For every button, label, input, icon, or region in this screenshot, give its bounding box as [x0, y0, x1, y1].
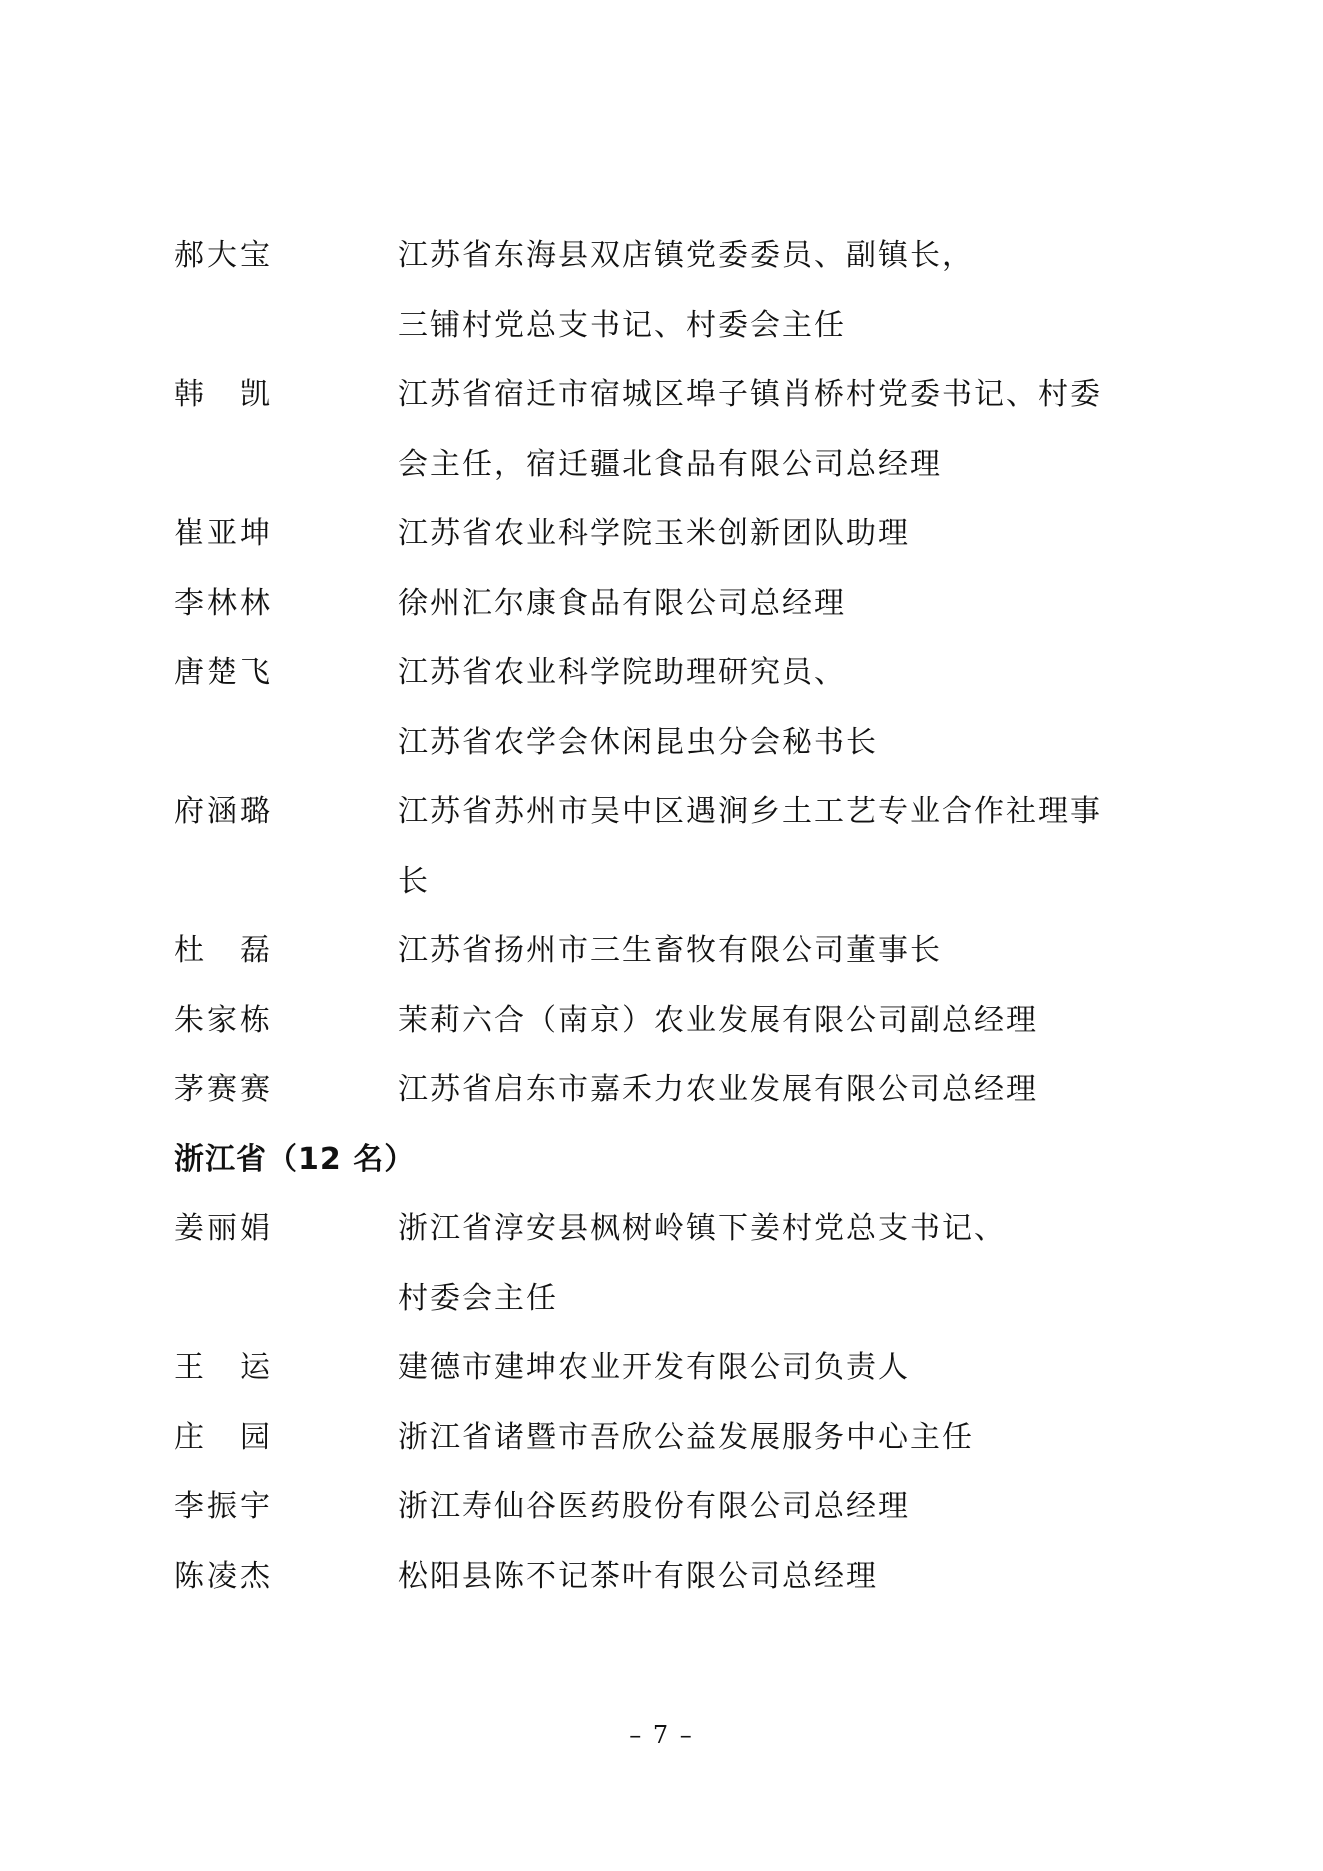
person-name-char: 韩 [174, 377, 204, 412]
page-number: – 7 – [629, 1721, 694, 1749]
position-description: 江苏省农业科学院玉米创新团队助理 [398, 516, 910, 551]
position-description: 江苏省启东市嘉禾力农业发展有限公司总经理 [398, 1072, 1038, 1107]
position-description: 浙江寿仙谷医药股份有限公司总经理 [398, 1489, 910, 1524]
person-name: 茅赛赛 [174, 1072, 273, 1107]
position-description: 村委会主任 [398, 1280, 558, 1316]
position-description: 三铺村党总支书记、村委会主任 [398, 307, 846, 343]
person-name: 唐楚飞 [174, 655, 273, 690]
position-description: 浙江省淳安县枫树岭镇下姜村党总支书记、 [398, 1211, 1006, 1246]
person-name: 陈凌杰 [174, 1558, 273, 1594]
person-name-char: 庄 [174, 1419, 204, 1455]
position-description: 会主任，宿迁疆北食品有限公司总经理 [398, 446, 942, 482]
position-description: 建德市建坤农业开发有限公司负责人 [398, 1350, 910, 1385]
position-description: 江苏省苏州市吴中区遇涧乡土工艺专业合作社理事 [398, 794, 1102, 829]
position-description: 徐州汇尔康食品有限公司总经理 [398, 585, 846, 621]
person-name: 朱家栋 [174, 1002, 273, 1038]
person-name-char: 运 [240, 1350, 270, 1385]
person-name [174, 375, 270, 415]
person-name: 府涵璐 [174, 794, 273, 829]
person-name-char: 凯 [240, 377, 270, 412]
person-name-char: 王 [174, 1350, 204, 1385]
person-name: 崔亚坤 [174, 516, 273, 551]
person-name-char: 杜 [174, 933, 204, 968]
person-name: 李振宇 [174, 1489, 273, 1524]
person-name-char: 磊 [240, 933, 270, 968]
person-name [174, 931, 270, 971]
person-name [174, 1348, 270, 1388]
position-description: 江苏省农学会休闲昆虫分会秘书长 [398, 724, 878, 760]
section-heading: 浙江省（12 名） [174, 1141, 416, 1177]
person-name: 姜丽娟 [174, 1211, 273, 1246]
position-description: 茉莉六合（南京）农业发展有限公司副总经理 [398, 1002, 1038, 1038]
position-description: 江苏省宿迁市宿城区埠子镇肖桥村党委书记、村委 [398, 377, 1102, 412]
person-name [174, 1418, 270, 1458]
position-description: 长 [398, 863, 430, 899]
position-description: 江苏省扬州市三生畜牧有限公司董事长 [398, 933, 942, 968]
position-description: 江苏省农业科学院助理研究员、 [398, 655, 846, 690]
person-name: 李林林 [174, 585, 273, 621]
position-description: 浙江省诸暨市吾欣公益发展服务中心主任 [398, 1419, 974, 1455]
position-description: 松阳县陈不记茶叶有限公司总经理 [398, 1558, 878, 1594]
position-description: 江苏省东海县双店镇党委委员、副镇长， [398, 238, 974, 273]
person-name-char: 园 [240, 1419, 270, 1455]
person-name: 郝大宝 [174, 238, 273, 273]
